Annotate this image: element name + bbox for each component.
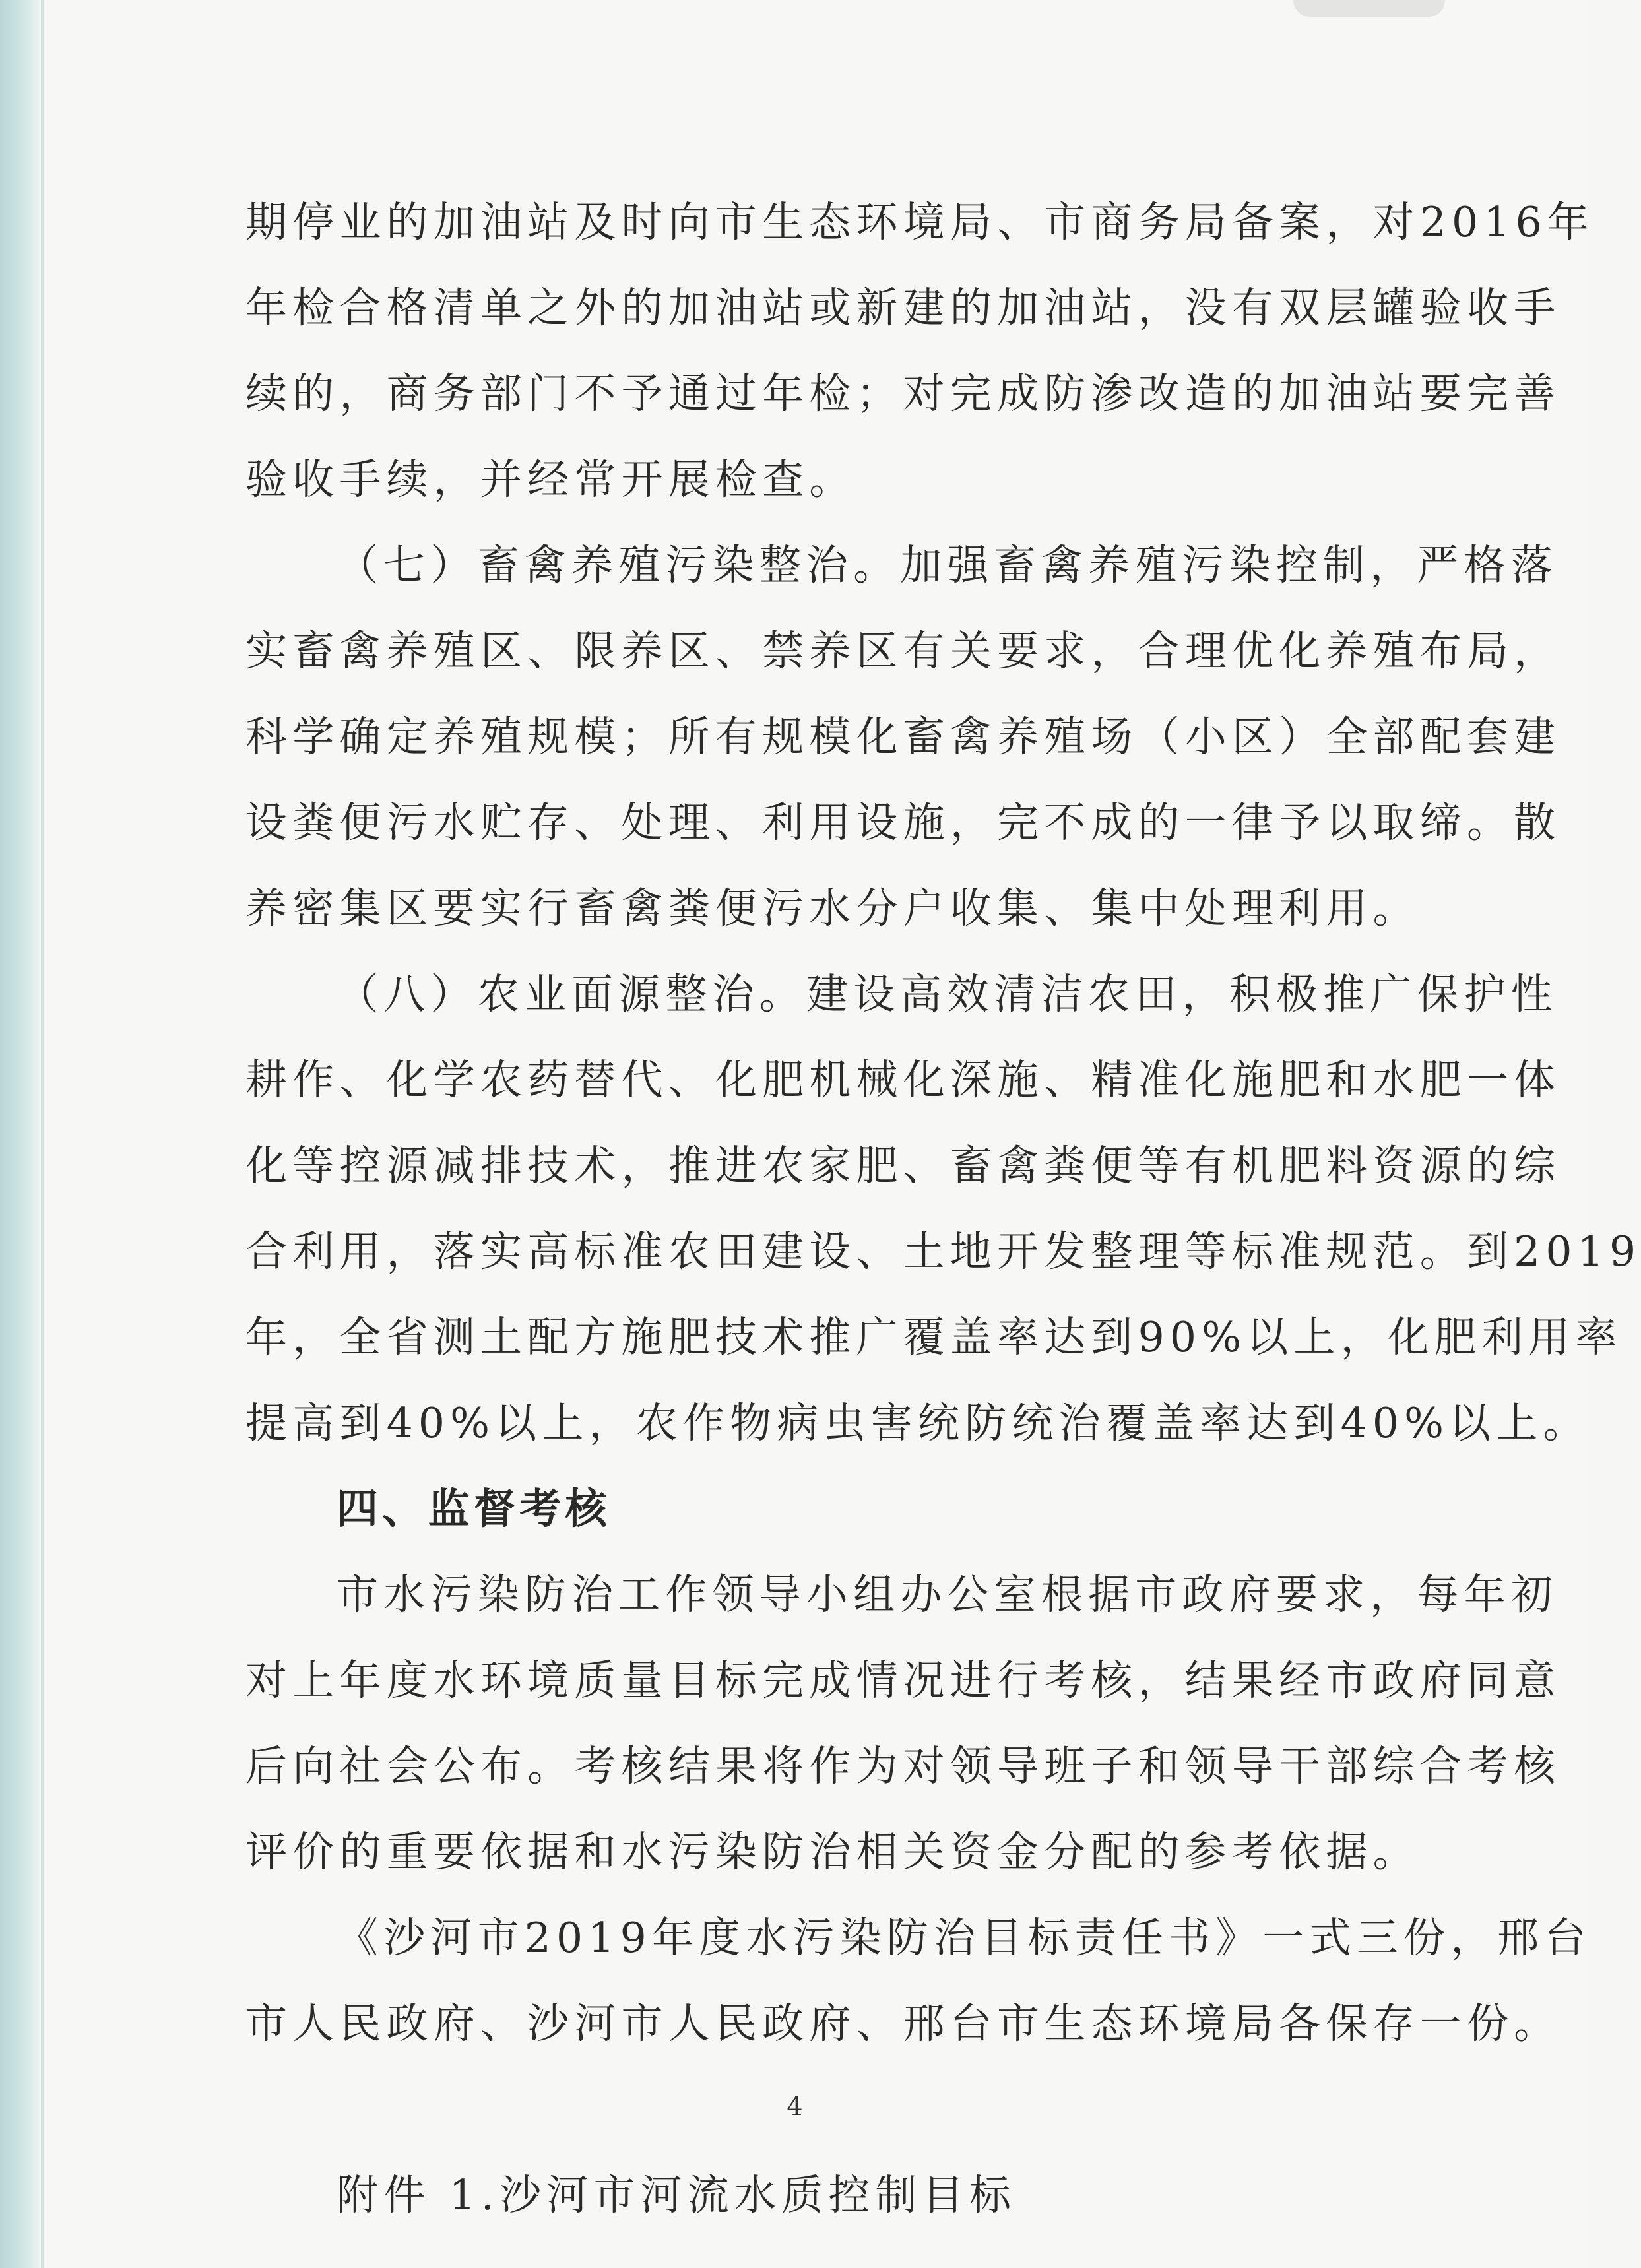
binding-edge	[41, 0, 44, 2268]
section-heading: 四、监督考核	[337, 1485, 611, 1533]
text-line: 提高到40%以上，农作物病虫害统防统治覆盖率达到40%以上。	[245, 1399, 1590, 1447]
text-line: 设粪便污水贮存、处理、利用设施，完不成的一律予以取缔。散	[245, 798, 1561, 847]
text-line: 后向社会公布。考核结果将作为对领导班子和领导干部综合考核	[245, 1742, 1561, 1790]
attachment-line: 附件 1.沙河市河流水质控制目标	[337, 2171, 1017, 2219]
text-line: 科学确定养殖规模；所有规模化畜禽养殖场（小区）全部配套建	[245, 713, 1561, 761]
text-line: 对上年度水环境质量目标完成情况进行考核，结果经市政府同意	[245, 1656, 1561, 1704]
text-line: 年检合格清单之外的加油站或新建的加油站，没有双层罐验收手	[245, 284, 1561, 332]
text-line: 续的，商务部门不予通过年检；对完成防渗改造的加油站要完善	[245, 370, 1561, 418]
text-line: 耕作、化学农药替代、化肥机械化深施、精准化施肥和水肥一体	[245, 1056, 1561, 1104]
paragraph-copies-start: 《沙河市2019年度水污染防治目标责任书》一式三份，邢台	[337, 1914, 1592, 1962]
text-line: 评价的重要依据和水污染防治相关资金分配的参考依据。	[245, 1828, 1420, 1876]
paragraph-8-start: （八）农业面源整治。建设高效清洁农田，积极推广保护性	[337, 970, 1558, 1018]
paragraph-7-start: （七）畜禽养殖污染整治。加强畜禽养殖污染控制，严格落	[337, 541, 1558, 589]
text-line: 化等控源减排技术，推进农家肥、畜禽粪便等有机肥料资源的综	[245, 1142, 1561, 1190]
scan-mark	[1293, 0, 1445, 17]
text-line: 年，全省测土配方施肥技术推广覆盖率达到90%以上，化肥利用率	[245, 1313, 1623, 1361]
text-line: 养密集区要实行畜禽粪便污水分户收集、集中处理利用。	[245, 884, 1420, 932]
text-line: 合利用，落实高标准农田建设、土地开发整理等标准规范。到2019	[245, 1227, 1641, 1276]
body-text	[245, 179, 1641, 2238]
text-line: 验收手续，并经常开展检查。	[245, 455, 856, 503]
text-line: 市人民政府、沙河市人民政府、邢台市生态环境局各保存一份。	[245, 1999, 1561, 2048]
text-line: 期停业的加油站及时向市生态环境局、市商务局备案，对2016年	[245, 198, 1595, 246]
binding-strip	[0, 0, 41, 2268]
page-number: 4	[787, 2092, 803, 2121]
text-line: 实畜禽养殖区、限养区、禁养区有关要求，合理优化养殖布局，	[245, 627, 1561, 675]
paragraph-assessment-start: 市水污染防治工作领导小组办公室根据市政府要求，每年初	[337, 1571, 1558, 1619]
